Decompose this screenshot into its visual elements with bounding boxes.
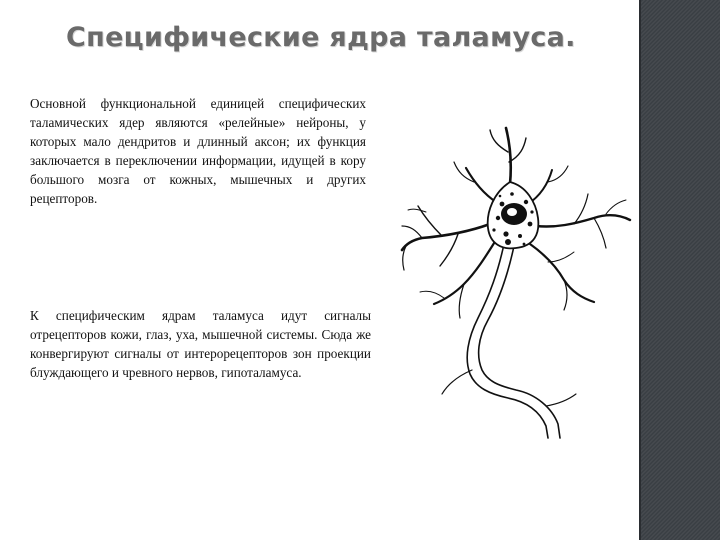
decorative-sidebar [639,0,720,540]
paragraph-signals: К специфическим ядрам таламуса идут сигналы отрецепторов кожи, глаз, уха, мышечной системы. Сюда же конвергируют сигналы от интерорецепторов зон проекции блуждающего и чревного нервов, гипоталамуса. [30,308,371,380]
sidebar-edge [639,0,641,540]
slide-title: Специфические ядра таламуса. [66,22,576,53]
paragraph-relay-neurons: Основной функциональной единицей специфических таламических ядер являются «релейные» нейроны, у которых мало дендритов и длинный аксон; их функция заключается в переключении информации, идущей в кору большого мозга от кожных, мышечных и других рецепторов. [30,96,366,206]
neuron-drawing-icon [398,122,634,442]
